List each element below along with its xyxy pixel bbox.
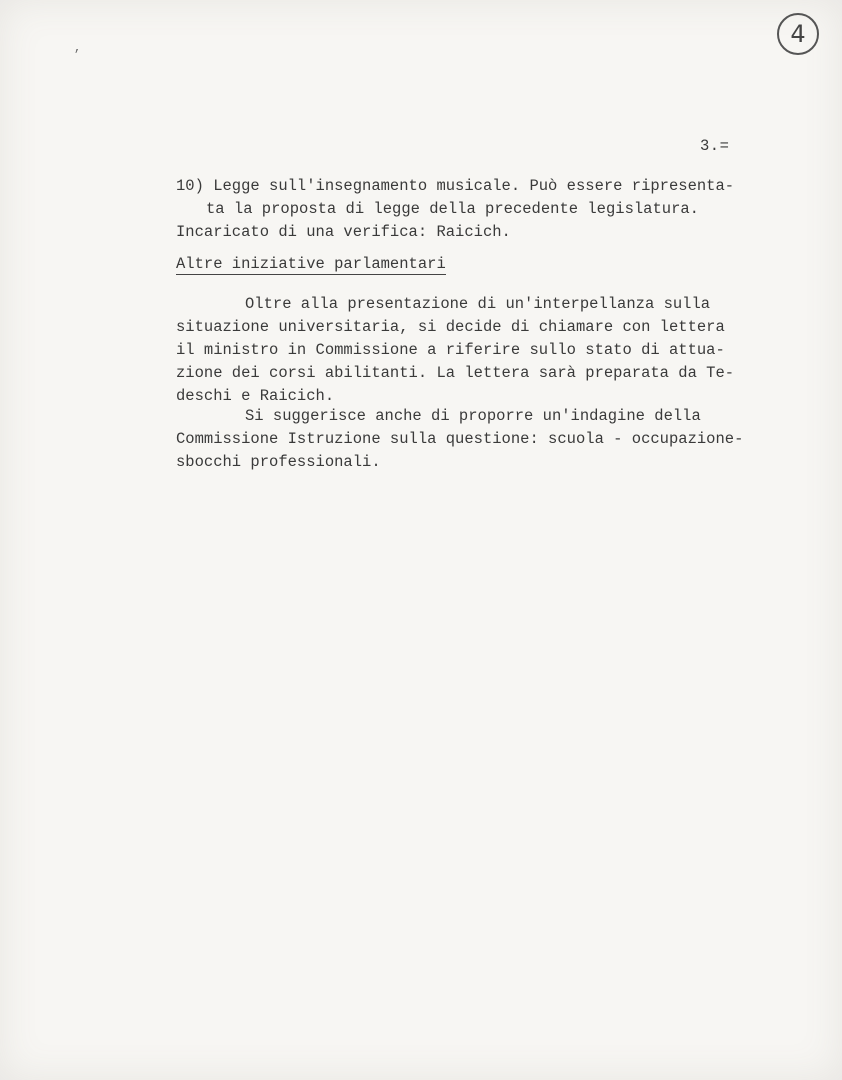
text-line: deschi e Raicich. [176, 387, 335, 405]
section-heading-text: Altre iniziative parlamentari [176, 255, 446, 273]
text-line: zione dei corsi abilitanti. La lettera sarà preparata da Te- [176, 364, 735, 382]
page-number: 3.= [700, 137, 730, 155]
text-line: Commissione Istruzione sulla questione: scuola - occupazione- [176, 430, 744, 448]
section-heading [176, 253, 446, 276]
text-line: Si suggerisce anche di proporre un'indagine della [245, 407, 701, 425]
text-line: Oltre alla presentazione di un'interpellanza sulla [245, 295, 711, 313]
text-line: il ministro in Commissione a riferire sullo stato di attua- [176, 341, 725, 359]
text-line: 10) Legge sull'insegnamento musicale. Può essere ripresenta- [176, 177, 735, 195]
paragraph-indagine [176, 405, 796, 474]
text-line: Incaricato di una verifica: Raicich. [176, 223, 511, 241]
item-10-paragraph [176, 175, 796, 244]
text-line: sbocchi professionali. [176, 453, 381, 471]
text-line: ta la proposta di legge della precedente legislatura. [206, 200, 699, 218]
circled-folio-number: 4 [777, 13, 819, 55]
paragraph-interpellanza [176, 293, 796, 408]
stray-mark: , [74, 41, 82, 55]
text-line: situazione universitaria, si decide di chiamare con lettera [176, 318, 725, 336]
